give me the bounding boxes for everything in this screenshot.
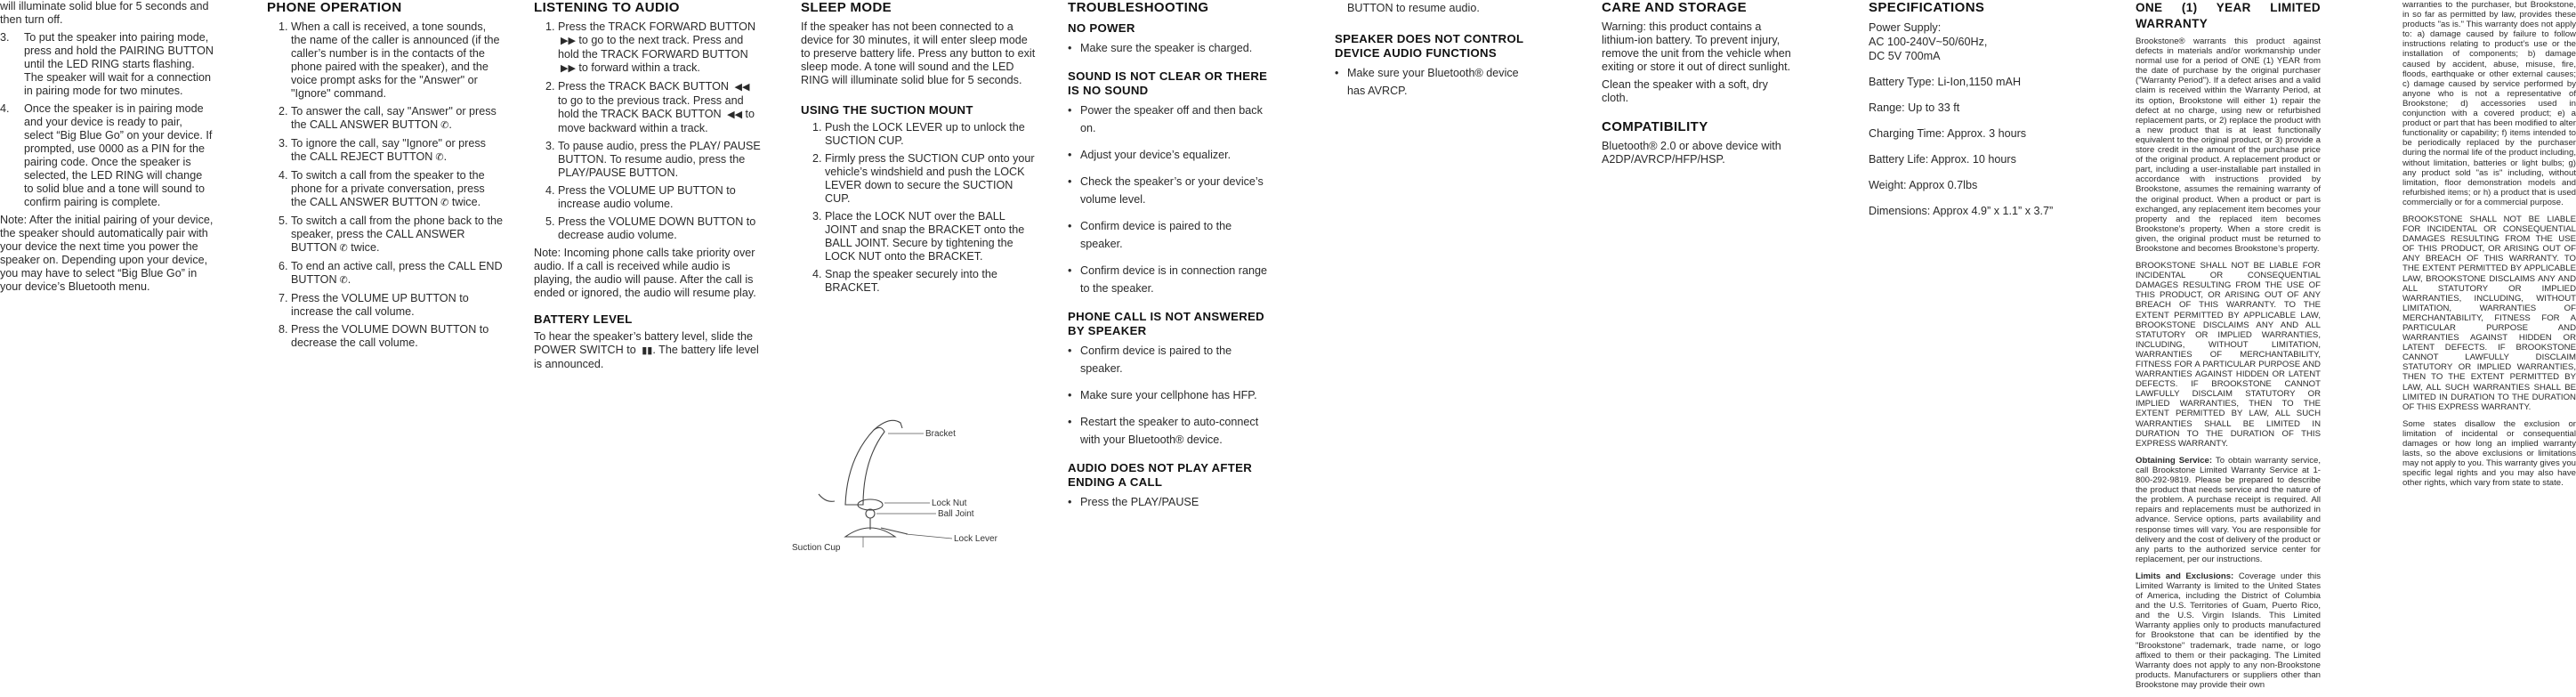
specifications-heading: SPECIFICATIONS bbox=[1869, 0, 1985, 15]
list-item: • Restart the speaker to auto-connect with your Bluetooth® device. bbox=[1068, 413, 1272, 449]
list-item: • Confirm device is in connection range to the speaker. bbox=[1068, 262, 1272, 297]
column-warranty-continued bbox=[2402, 0, 2576, 496]
suction-steps bbox=[801, 121, 1037, 295]
compatibility-text: Bluetooth® 2.0 or above device with A2DP/AVRCP/HFP/HSP. bbox=[1602, 140, 1781, 166]
list-item: • Make sure the speaker is charged. bbox=[1068, 39, 1272, 57]
call-answer-icon: ✆ bbox=[440, 198, 449, 208]
column-troubleshooting bbox=[1068, 0, 1272, 520]
list-item: • Make sure your cellphone has HFP. bbox=[1068, 386, 1272, 404]
phone-step: 5. To switch a call from the phone back to the speaker, press the CALL ANSWER BUTTON ✆ twice. bbox=[291, 215, 503, 255]
suction-step: 3. Place the LOCK NUT over the BALL JOINT and snap the BRACKET onto the BALL JOINT. Secure by tightening the LOCK NUT onto the BRACKET. bbox=[825, 210, 1037, 263]
phone-step: 1. When a call is received, a tone sounds, the name of the caller is announced (if the caller’s number is in the contacts of the phone paired with the speaker), and the voice prompt asks for the "Answer" or "Ignore" command. bbox=[291, 20, 503, 101]
column-sleep-suction bbox=[801, 0, 1037, 299]
listening-audio-heading: LISTENING TO AUDIO bbox=[534, 0, 680, 15]
call-answer-icon: ✆ bbox=[339, 243, 348, 254]
warranty-limits: Limits and Exclusions: Coverage under this Limited Warranty is limited to the United States of America, including the District of Columbia and the U.S. Territories of Guam, Puerto Rico, and the U.S. Virgin Islands. This Limited Warranty applies only to products manufactured for Brookstone that can be identified by the "Brookstone" trademark, trade name, or logo affixed to them or their packaging. The Limited Warranty does not apply to any non-Brookstone products. Manufacturers or suppliers other than Brookstone may provide their own bbox=[2136, 571, 2321, 690]
spec-battery-life: Battery Life: Approx. 10 hours bbox=[1869, 153, 2016, 166]
warranty-state-rights: Some states disallow the exclusion or limitation of incidental or consequential damages or how long an implied warranty lasts, so the above exclusions or limitations may not apply to you. This warranty gives you specific legal rights and you may also have other rights, which vary from state to state. bbox=[2402, 418, 2576, 489]
no-power-list bbox=[1068, 39, 1272, 57]
column-warranty bbox=[2136, 0, 2321, 697]
list-item: • Confirm device is paired to the speaker. bbox=[1068, 217, 1272, 253]
suction-step: 1. Push the LOCK LEVER up to unlock the SUCTION CUP. bbox=[825, 121, 1037, 148]
call-answer-icon: ✆ bbox=[440, 120, 449, 131]
track-forward-icon: ▶▶ bbox=[561, 36, 576, 46]
suction-mount-heading: USING THE SUCTION MOUNT bbox=[801, 103, 973, 117]
battery-level-text: To hear the speaker’s battery level, slide the POWER SWITCH to ▮▮. The battery life level is announced. bbox=[534, 330, 759, 370]
audio-step: 1. Press the TRACK FORWARD BUTTON ▶▶ to go to the next track. Press and hold the TRACK FORWARD BUTTON ▶▶ to forward within a track. bbox=[558, 20, 761, 76]
suction-mount-diagram bbox=[792, 405, 1059, 552]
audio-steps bbox=[534, 20, 761, 242]
audio-step: 2. Press the TRACK BACK BUTTON ◀◀ to go to the previous track. Press and hold the TRACK BACK BUTTON ◀◀ to move backward within a track. bbox=[558, 80, 761, 135]
resume-audio-text: BUTTON to resume audio. bbox=[1347, 2, 1480, 14]
audio-note: Note: Incoming phone calls take priority over audio. If a call is received while audio is playing, the audio will pause. After the call is ended or ignored, the audio will resume play. bbox=[534, 247, 756, 299]
call-end-icon: ✆ bbox=[339, 275, 348, 286]
label-lock-lever: Lock Lever bbox=[954, 534, 997, 544]
sleep-mode-heading: SLEEP MODE bbox=[801, 0, 892, 15]
audio-step: 4. Press the VOLUME UP BUTTON to increase audio volume. bbox=[558, 184, 761, 211]
warranty-heading: ONE (1) YEAR LIMITED WARRANTY bbox=[2136, 1, 2321, 30]
bracket-shape bbox=[845, 427, 884, 505]
track-back-icon: ◀◀ bbox=[727, 109, 743, 120]
spec-dimensions: Dimensions: Approx 4.9” x 1.1” x 3.7” bbox=[1869, 205, 2054, 217]
call-reject-icon: ✆ bbox=[435, 152, 444, 163]
pairing-step: 4. Once the speaker is in pairing mode and your device is ready to pair, select “Big Blue Go” on your device. If prompted, use 0000 as a PIN for the pairing code. Once the speaker is selected, the LED RING will change to solid blue and a tone will sound to confirm pairing is complete. bbox=[0, 102, 213, 208]
sound-list bbox=[1068, 101, 1272, 297]
list-item: • Confirm device is paired to the speaker. bbox=[1068, 342, 1272, 377]
sleep-mode-text: If the speaker has not been connected to a device for 30 minutes, it will enter sleep mode to preserve battery life. Press any button to exit sleep mode. A tone will sound and the LED RING will illuminate solid blue for 5 seconds. bbox=[801, 20, 1036, 86]
care-storage-heading: CARE AND STORAGE bbox=[1602, 0, 1748, 15]
column-troubleshooting-continued bbox=[1335, 0, 1539, 109]
care-warning-text: Warning: this product contains a lithium-ion battery. To prevent injury, remove the unit from the vehicle when exiting or store it out of direct sunlight. bbox=[1602, 20, 1791, 73]
compatibility-heading: COMPATIBILITY bbox=[1602, 119, 1708, 134]
phone-call-list bbox=[1068, 342, 1272, 449]
pairing-steps bbox=[0, 31, 214, 209]
label-ball-joint: Ball Joint bbox=[938, 509, 974, 519]
phone-step: 7. Press the VOLUME UP BUTTON to increase the call volume. bbox=[291, 292, 503, 319]
bracket-top bbox=[874, 420, 902, 430]
list-item: • Make sure your Bluetooth® device has AVRCP. bbox=[1335, 64, 1539, 100]
spec-charging-time: Charging Time: Approx. 3 hours bbox=[1869, 127, 2027, 140]
troubleshooting-heading: TROUBLESHOOTING bbox=[1068, 0, 1209, 15]
list-item: • Power the speaker off and then back on. bbox=[1068, 101, 1272, 137]
warranty-exclusions: warranties to the purchaser, but Brookstone, in so far as permitted by law, provides these products "as is." This warranty does not apply to: a) damage caused by failure to follow instructions relating to product’s use or the installation of components; b) damage caused by accident, abuse, misuse, fire, floods, earthquake or other external causes; c) damage caused by service performed by anyone who is not a representative of Brookstone; d) accessories used in conjunction with a covered product; e) a product or part that has been modified to alter functionality or capability; f) items intended to be periodically replaced by the purchaser during the normal life of the product including, without limitation, batteries or light bulbs; g) any product sold "as is" including, without limitation, floor demonstration models and refurbished items; or h) a product that is used commercially or for a commercial purpose. bbox=[2402, 0, 2576, 207]
spec-battery-type: Battery Type: Li-Ion,1150 mAH bbox=[1869, 76, 2022, 88]
phone-steps bbox=[267, 20, 503, 350]
warranty-service: Obtaining Service: To obtain warranty service, call Brookstone Limited Warranty Service at 1-800-292-9819. Please be prepared to describe the product that needs service and the nature of the problem. A purchase receipt is required. All repairs and replacements must be authorized in advance. Service options, parts availability and response times will vary. You are responsible for delivery and the cost of delivery of the product or any parts to the authorized service center for replacement, per our instructions. bbox=[2136, 455, 2322, 564]
audio-step: 3. To pause audio, press the PLAY/ PAUSE BUTTON. To resume audio, press the PLAY/PAUSE BUTTON. bbox=[558, 140, 761, 180]
battery-icon: ▮▮ bbox=[642, 345, 653, 356]
spec-weight: Weight: Approx 0.7lbs bbox=[1869, 179, 1978, 191]
phone-step: 2. To answer the call, say "Answer" or press the CALL ANSWER BUTTON ✆. bbox=[291, 105, 503, 133]
list-item: • Check the speaker’s or your device’s volume level. bbox=[1068, 173, 1272, 208]
list-item: • Press the PLAY/PAUSE bbox=[1068, 493, 1272, 511]
suction-step: 2. Firmly press the SUCTION CUP onto your vehicle’s windshield and push the LOCK LEVER down to secure the SUCTION CUP. bbox=[825, 152, 1037, 206]
care-clean-text: Clean the speaker with a soft, dry cloth. bbox=[1602, 78, 1768, 104]
intro-text: will illuminate solid blue for 5 seconds and then turn off. bbox=[0, 0, 209, 26]
column-pairing-continued bbox=[0, 0, 214, 298]
column-care-storage bbox=[1602, 0, 1797, 171]
audio-after-call-heading: AUDIO DOES NOT PLAY AFTER ENDING A CALL bbox=[1068, 461, 1253, 489]
warranty-liability: BROOKSTONE SHALL NOT BE LIABLE FOR INCIDENTAL OR CONSEQUENTIAL DAMAGES RESULTING FROM THE USE OF THIS PRODUCT, OR ARISING OUT OF ANY BREACH OF THIS WARRANTY. TO THE EXTENT PERMITTED BY APPLICABLE LAW, BROOKSTONE DISCLAIMS ANY AND ALL STATUTORY OR IMPLIED WARRANTIES, INCLUDING, WITHOUT LIMITATION, WARRANTIES OF MERCHANTABILITY, FITNESS FOR A PARTICULAR PURPOSE AND WARRANTIES AGAINST HIDDEN OR LATENT DEFECTS. IF BROOKSTONE CANNOT LAWFULLY DISCLAIM STATUTORY OR IMPLIED WARRANTIES, THEN TO THE EXTENT PERMITTED BY LAW, ALL SUCH WARRANTIES SHALL BE LIMITED IN DURATION TO THE DURATION OF THIS EXPRESS WARRANTY. bbox=[2136, 261, 2321, 449]
spec-range: Range: Up to 33 ft bbox=[1869, 101, 1960, 114]
spec-power-supply: Power Supply: AC 100-240V~50/60Hz, DC 5V 700mA bbox=[1869, 21, 1988, 62]
label-lock-nut: Lock Nut bbox=[932, 498, 967, 508]
windshield-edge bbox=[819, 494, 835, 501]
pairing-step: 3. To put the speaker into pairing mode, press and hold the PAIRING BUTTON until the LED RING starts flashing. The speaker will wait for a connection in pairing mode for two minutes. bbox=[0, 31, 214, 97]
track-forward-icon: ▶▶ bbox=[561, 63, 576, 74]
phone-step: 3. To ignore the call, say "Ignore" or press the CALL REJECT BUTTON ✆. bbox=[291, 137, 503, 165]
label-suction-cup: Suction Cup bbox=[792, 543, 841, 552]
pairing-note: Note: After the initial pairing of your device, the speaker should automatically pair with your device the next time you power the speaker on. Depending upon your device, you may have to select “Big Blue Go” in your device’s Bluetooth menu. bbox=[0, 214, 214, 293]
no-power-heading: NO POWER bbox=[1068, 21, 1135, 35]
control-heading: SPEAKER DOES NOT CONTROL DEVICE AUDIO FUNCTIONS bbox=[1335, 32, 1524, 60]
phone-call-heading: PHONE CALL IS NOT ANSWERED BY SPEAKER bbox=[1068, 310, 1265, 337]
phone-step: 4. To switch a call from the speaker to the phone for a private conversation, press the CALL ANSWER BUTTON ✆ twice. bbox=[291, 169, 503, 210]
audio-after-call-list bbox=[1068, 493, 1272, 511]
list-item: • Adjust your device’s equalizer. bbox=[1068, 146, 1272, 164]
column-specifications bbox=[1869, 0, 2082, 230]
phone-operation-heading: PHONE OPERATION bbox=[267, 0, 402, 15]
phone-step: 8. Press the VOLUME DOWN BUTTON to decrease the call volume. bbox=[291, 323, 503, 350]
warranty-liability: BROOKSTONE SHALL NOT BE LIABLE FOR INCIDENTAL OR CONSEQUENTIAL DAMAGES RESULTING FROM THE USE OF THIS PRODUCT, OR ARISING OUT OF ANY BREACH OF THIS WARRANTY. TO THE EXTENT PERMITTED BY APPLICABLE LAW, BROOKSTONE DISCLAIMS ANY AND ALL STATUTORY OR IMPLIED WARRANTIES, INCLUDING, WITHOUT LIMITATION, WARRANTIES OF MERCHANTABILITY, FITNESS FOR A PARTICULAR PURPOSE AND WARRANTIES AGAINST HIDDEN OR LATENT DEFECTS. IF BROOKSTONE CANNOT LAWFULLY DISCLAIM STATUTORY OR IMPLIED WARRANTIES, THEN TO THE EXTENT PERMITTED BY LAW, ALL SUCH WARRANTIES SHALL BE LIMITED IN DURATION TO THE DURATION OF THIS EXPRESS WARRANTY. bbox=[2402, 214, 2576, 412]
warranty-paragraph: Brookstone® warrants this product against defects in materials and/or workmanship under normal use for a period of ONE (1) YEAR from the date of purchase by the original purchaser ("Warranty Period"). If a defect arises and a valid claim is received within the Warranty Period, at its option, Brookstone will either 1) repair the defect at no charge, using new or refurbished replacement parts, or 2) replace the product with a new product that is at least functionally equivalent to the original product, or 3) provide a store credit in the amount of the purchase price of the original product. A replacement product or part, including a user-installable part installed in accordance with instructions provided by Brookstone, assumes the remaining warranty of the original product. When a product or part is exchanged, any replacement item becomes your property and the replaced item becomes Brookstone’s property. When a store credit is given, the original product must be returned to Brookstone and becomes Brookstone’s property. bbox=[2136, 36, 2321, 254]
label-bracket: Bracket bbox=[925, 429, 956, 439]
audio-step: 5. Press the VOLUME DOWN BUTTON to decrease audio volume. bbox=[558, 215, 761, 242]
column-listening-audio bbox=[534, 0, 761, 376]
sound-heading: SOUND IS NOT CLEAR OR THERE IS NO SOUND bbox=[1068, 69, 1268, 97]
suction-step: 4. Snap the speaker securely into the BRACKET. bbox=[825, 268, 1037, 295]
track-back-icon: ◀◀ bbox=[734, 82, 750, 93]
column-phone-operation bbox=[267, 0, 503, 354]
control-list bbox=[1335, 64, 1539, 100]
phone-step: 6. To end an active call, press the CALL END BUTTON ✆. bbox=[291, 260, 503, 288]
battery-level-heading: BATTERY LEVEL bbox=[534, 312, 633, 326]
